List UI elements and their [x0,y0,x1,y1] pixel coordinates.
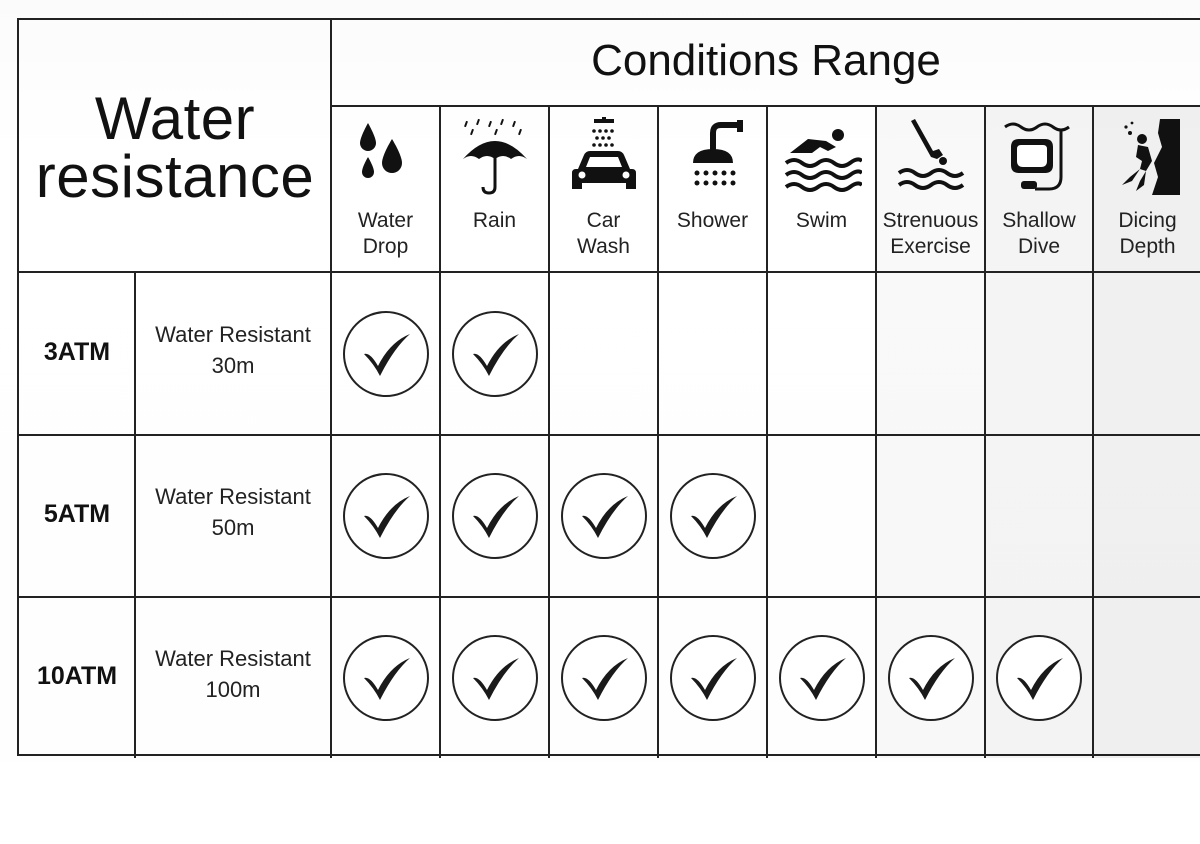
column-header-water-drop [331,108,440,272]
water-drop-icon [331,116,440,198]
car-wash-icon [549,116,658,198]
conditions-range-header: Conditions Range [591,36,941,85]
check-icon [560,472,648,560]
shower-icon [658,116,767,198]
umbrella-rain-icon [440,116,549,198]
column-header-swim [767,108,876,272]
column-header-shallow-dive [985,108,1093,272]
column-header-dicing-depth [1093,108,1200,272]
row-divider [19,596,1200,598]
column-header-shower [658,108,767,272]
column-label: Dicing Depth [1118,209,1177,258]
water-resistance-table [17,18,1200,756]
check-icon [778,634,866,722]
table-title: Water resistance [35,85,315,210]
check-icon [669,634,757,722]
rating-code: 5ATM [43,500,111,528]
snorkel-mask-icon [985,116,1093,198]
check-icon [451,472,539,560]
check-icon [560,634,648,722]
check-icon [342,634,430,722]
rating-description: Water Resistant 100m [155,645,311,702]
column-header-rain [440,108,549,272]
column-header-car-wash [549,108,658,272]
check-icon [669,472,757,560]
check-icon [342,472,430,560]
column-label: Water Drop [357,209,414,258]
column-label: Car Wash [577,209,630,258]
check-icon [995,634,1083,722]
column-label: Swim [795,209,848,232]
column-label: Rain [472,209,517,232]
column-label: Shallow Dive [1002,209,1076,258]
check-icon [451,634,539,722]
row-divider [19,434,1200,436]
check-icon [342,310,430,398]
check-icon [451,310,539,398]
column-label: Strenuous Exercise [882,209,979,258]
rating-description: Water Resistant 50m [155,484,311,540]
column-header-strenuous-exercise [876,108,985,272]
swimmer-icon [767,116,876,198]
rating-code: 10ATM [36,661,118,690]
scuba-diver-icon [1093,116,1200,198]
column-label: Shower [676,209,749,232]
rating-code: 3ATM [43,337,111,366]
rating-description: Water Resistant 30m [155,321,311,378]
diver-icon [876,116,985,198]
check-icon [887,634,975,722]
